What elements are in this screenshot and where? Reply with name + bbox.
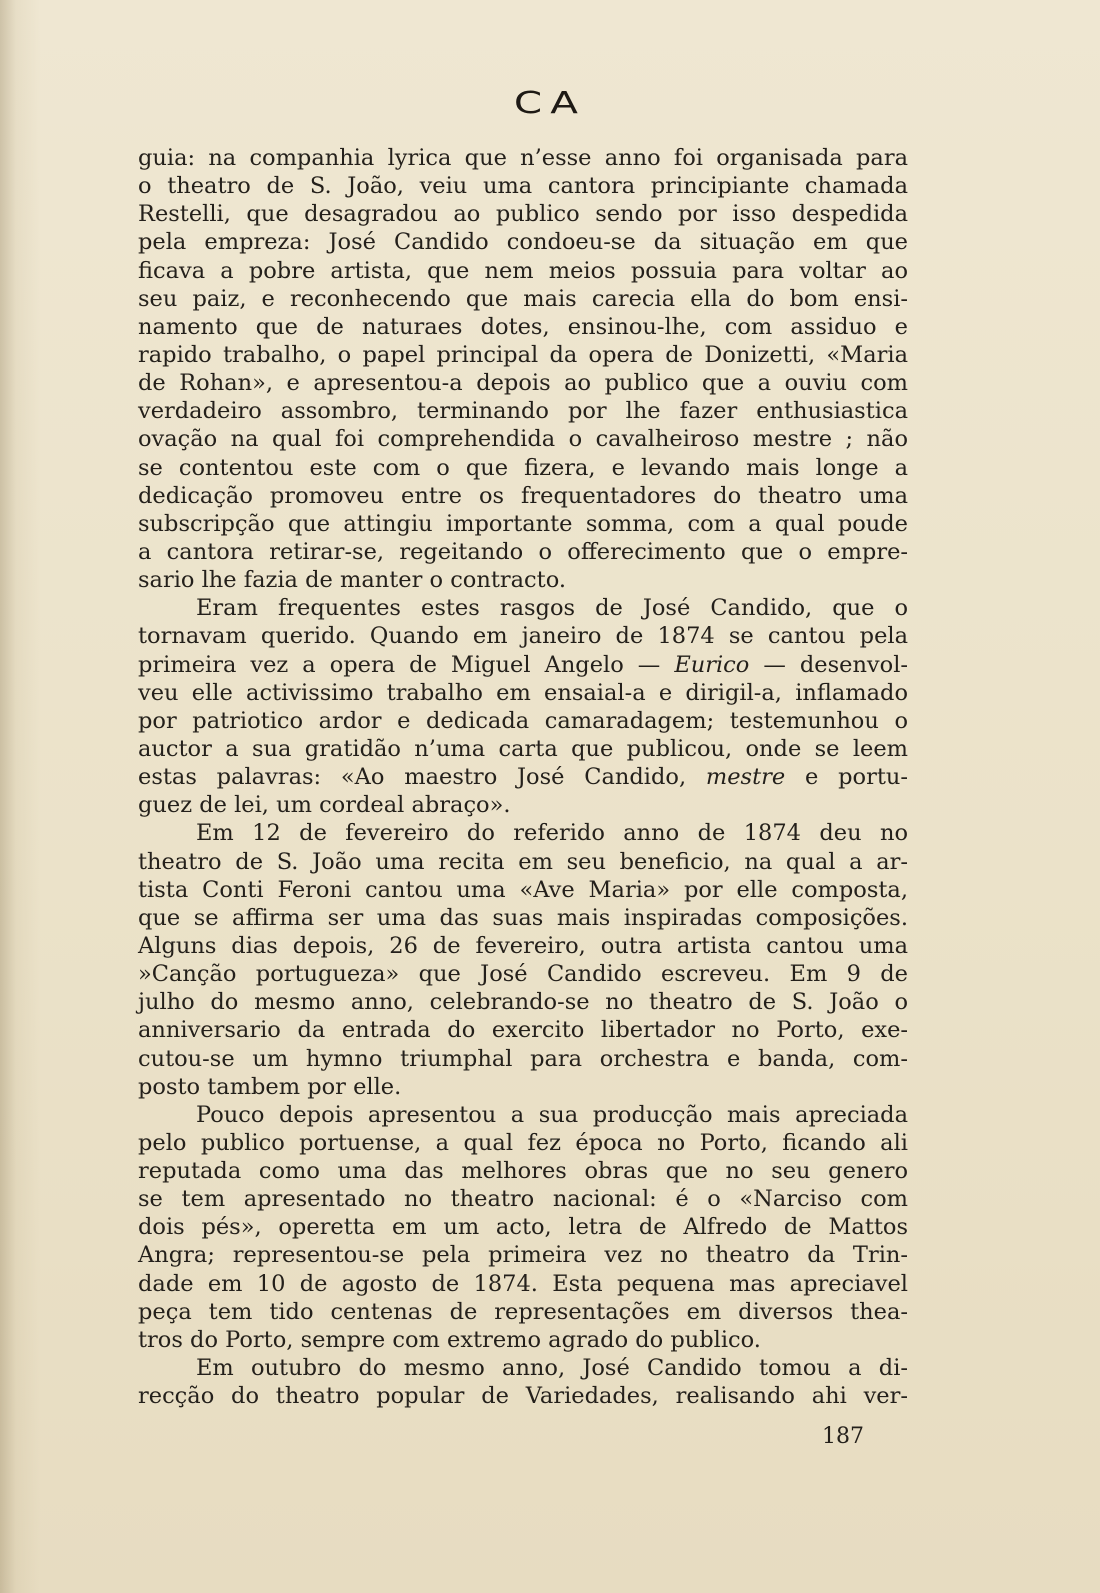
text-line: Eram frequentes estes rasgos de José Candido, que o [196,595,908,622]
text-line: que se affirma ser uma das suas mais inspiradas composições. [138,904,908,931]
text-line: seu paiz, e reconhecendo que mais carecia ella do bom ensi- [138,285,908,312]
text-line [138,651,908,679]
text-line: reputada como uma das melhores obras que no seu genero [138,1158,908,1185]
text-line: verdadeiro assombro, terminando por lhe fazer enthusiastica [138,398,908,425]
text-line: tros do Porto, sempre com extremo agrado do publico. [138,1326,761,1353]
page-number: 187 [822,1424,864,1449]
text-line: pelo publico portuense, a qual fez época no Porto, ficando ali [138,1129,908,1156]
text-line: Pouco depois apresentou a sua producção mais apreciada [196,1101,908,1128]
running-head: CA [513,86,587,121]
text-line [138,763,908,791]
text-line: Alguns dias depois, 26 de fevereiro, outra artista cantou uma [138,932,908,959]
text-line: se contentou este com o que fizera, e levando mais longe a [138,454,908,481]
text-line: theatro de S. João uma recita em seu beneficio, na qual a ar- [138,848,908,875]
text-line: cutou-se um hymno triumphal para orchestra e banda, com- [138,1045,908,1072]
text-line: por patriotico ardor e dedicada camaradagem; testemunhou o [138,707,908,734]
italic-title: mestre [705,764,786,791]
text-line: julho do mesmo anno, celebrando-se no theatro de S. João o [138,989,908,1016]
text-line: anniversario da entrada do exercito libertador no Porto, exe- [138,1017,908,1044]
text-segment: estas palavras: «Ao maestro José Candido, [138,764,706,791]
text-line: a cantora retirar-se, regeitando o offerecimento que o empre- [138,538,908,565]
text-line: Em outubro do mesmo anno, José Candido tomou a di- [196,1355,908,1382]
text-line: Em 12 de fevereiro do referido anno de 1874 deu no [196,820,908,847]
text-line: Restelli, que desagradou ao publico sendo por isso despedida [138,201,908,228]
text-line: ovação na qual foi comprehendida o cavalheiroso mestre ; não [138,426,908,453]
text-segment: primeira vez a opera de Miguel Angelo — [138,651,675,678]
text-line: subscripção que attingiu importante somma, com a qual poude [138,510,908,537]
text-line: se tem apresentado no theatro nacional: é o «Narciso com [138,1186,908,1213]
body-text [138,144,908,1410]
text-line: auctor a sua gratidão n’uma carta que publicou, onde se leem [138,735,908,762]
text-line: Angra; representou-se pela primeira vez no theatro da Trin- [138,1242,908,1269]
text-line: ficava a pobre artista, que nem meios possuia para voltar ao [138,257,908,284]
text-line: posto tambem por elle. [138,1073,402,1100]
text-line: tornavam querido. Quando em janeiro de 1874 se cantou pela [138,623,908,650]
text-line: tista Conti Feroni cantou uma «Ave Maria» por elle composta, [138,876,908,903]
italic-title: Eurico [674,651,750,678]
text-segment: e portu- [785,764,908,791]
text-segment: — desenvol- [749,651,908,678]
text-line: recção do theatro popular de Variedades, realisando ahi ver- [138,1383,908,1410]
text-line: dade em 10 de agosto de 1874. Esta pequena mas apreciavel [138,1270,908,1297]
text-line: peça tem tido centenas de representações em diversos thea- [138,1298,908,1325]
text-line: dedicação promoveu entre os frequentadores do theatro uma [138,482,908,509]
text-line: guez de lei, um cordeal abraço». [138,792,511,819]
text-line: sario lhe fazia de manter o contracto. [138,567,566,594]
text-line: rapido trabalho, o papel principal da opera de Donizetti, «Maria [138,341,908,368]
text-line: pela empreza: José Candido condoeu-se da situação em que [138,229,908,256]
text-line: namento que de naturaes dotes, ensinou-lhe, com assiduo e [138,313,908,340]
text-line: de Rohan», e apresentou-a depois ao publico que a ouviu com [138,370,908,397]
text-line: o theatro de S. João, veiu uma cantora principiante chamada [138,173,908,200]
text-line: dois pés», operetta em um acto, letra de Alfredo de Mattos [138,1214,908,1241]
text-line: »Canção portugueza» que José Candido escreveu. Em 9 de [138,961,908,988]
text-line: veu elle activissimo trabalho em ensaial-a e dirigil-a, inflamado [138,679,908,706]
text-line: guia: na companhia lyrica que n’esse anno foi organisada para [138,145,908,171]
